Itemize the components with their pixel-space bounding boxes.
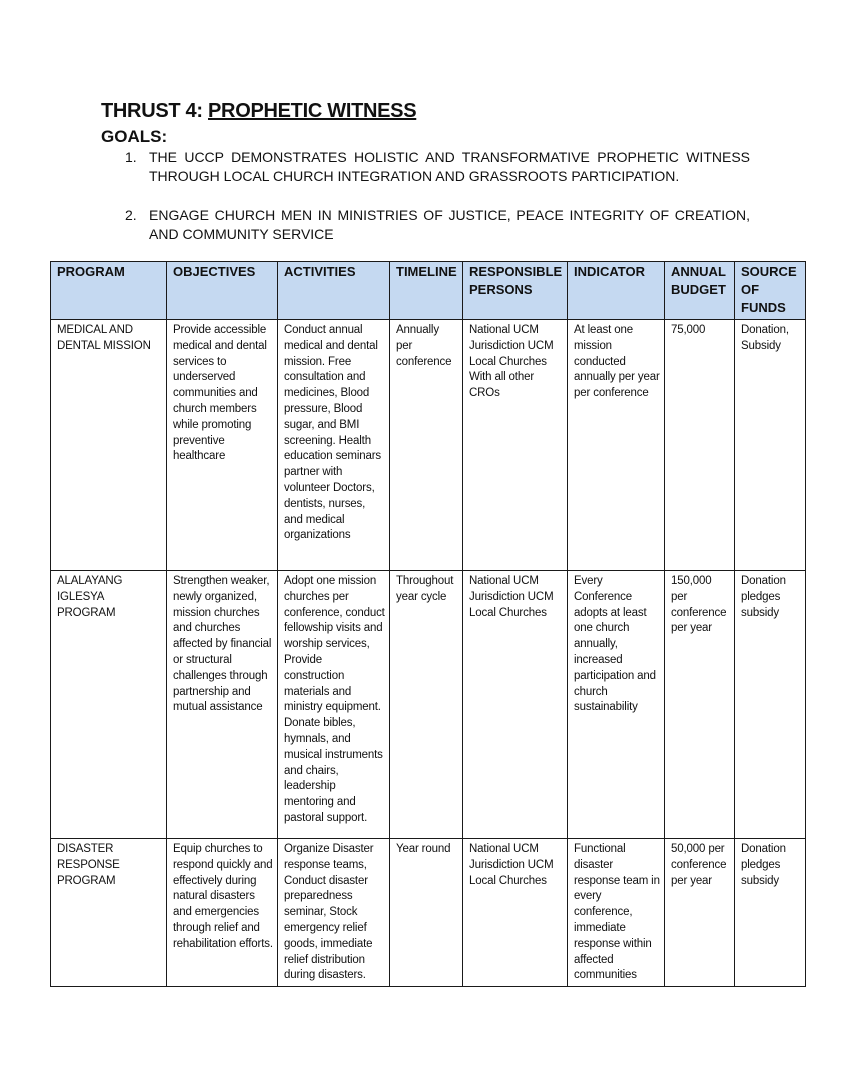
cell-indicator: Every Conference adopts at least one church annually, increased participation and church sustainability [568, 571, 665, 839]
table-row [51, 571, 806, 839]
cell-activities: Conduct annual medical and dental mission. Free consultation and medicines, Blood pressure, Blood sugar, and BMI screening. Health education seminars partner with volunteer Doctors, dentists, nurses, and medical organizations [278, 320, 390, 571]
cell-indicator: Functional disaster response team in every conference, immediate response within affected communities [568, 839, 665, 987]
cell-timeline: Year round [390, 839, 463, 987]
cell-program: MEDICAL AND DENTAL MISSION [51, 320, 167, 571]
goal-text: ENGAGE CHURCH MEN IN MINISTRIES OF JUSTICE, PEACE INTEGRITY OF CREATION, AND COMMUNITY SERVICE [149, 207, 750, 242]
cell-source: Donation, Subsidy [735, 320, 806, 571]
cell-activities: Adopt one mission churches per conference, conduct fellowship visits and worship services, Provide construction materials and ministry equipment. Donate bibles, hymnals, and musical instruments and chairs, leadership mentoring and pastoral support. [278, 571, 390, 839]
heading-title: PROPHETIC WITNESS [208, 100, 417, 122]
cell-source: Donation pledges subsidy [735, 839, 806, 987]
col-header-timeline: TIMELINE [390, 262, 463, 320]
cell-program: DISASTER RESPONSE PROGRAM [51, 839, 167, 987]
goal-item [125, 148, 750, 186]
col-header-objectives: OBJECTIVES [167, 262, 278, 320]
goal-number: 2. [125, 207, 137, 223]
cell-timeline: Throughout year cycle [390, 571, 463, 839]
table-row [51, 839, 806, 987]
table-row [51, 320, 806, 571]
goal-text: THE UCCP DEMONSTRATES HOLISTIC AND TRANSFORMATIVE PROPHETIC WITNESS THROUGH LOCAL CHURCH INTEGRATION AND GRASSROOTS PARTICIPATION. [149, 149, 750, 184]
cell-responsible: National UCM Jurisdiction UCM Local Churches With all other CROs [463, 320, 568, 571]
col-header-responsible: RESPONSIBLE PERSONS [463, 262, 568, 320]
table-header-row [51, 262, 806, 320]
cell-responsible: National UCM Jurisdiction UCM Local Churches [463, 839, 568, 987]
goal-item [125, 206, 750, 244]
cell-objectives: Provide accessible medical and dental services to underserved communities and church members while promoting preventive healthcare [167, 320, 278, 571]
col-header-budget: ANNUAL BUDGET [665, 262, 735, 320]
heading-prefix: THRUST 4: [101, 100, 209, 122]
goal-number: 1. [125, 149, 137, 165]
cell-budget: 75,000 [665, 320, 735, 571]
program-table [50, 261, 806, 987]
goals-label: GOALS: [101, 127, 168, 146]
page-heading [101, 100, 416, 123]
cell-objectives: Equip churches to respond quickly and effectively during natural disasters and emergencies through relief and rehabilitation efforts. [167, 839, 278, 987]
cell-timeline: Annually per conference [390, 320, 463, 571]
cell-source: Donation pledges subsidy [735, 571, 806, 839]
cell-indicator: At least one mission conducted annually per year per conference [568, 320, 665, 571]
col-header-activities: ACTIVITIES [278, 262, 390, 320]
col-header-program: PROGRAM [51, 262, 167, 320]
cell-budget: 50,000 per conference per year [665, 839, 735, 987]
col-header-indicator: INDICATOR [568, 262, 665, 320]
cell-budget: 150,000 per conference per year [665, 571, 735, 839]
cell-responsible: National UCM Jurisdiction UCM Local Churches [463, 571, 568, 839]
cell-activities: Organize Disaster response teams, Conduct disaster preparedness seminar, Stock emergency relief goods, immediate relief distribution during disasters. [278, 839, 390, 987]
cell-objectives: Strengthen weaker, newly organized, mission churches and churches affected by financial or structural challenges through partnership and mutual assistance [167, 571, 278, 839]
col-header-source: SOURCE OF FUNDS [735, 262, 806, 320]
cell-program: ALALAYANG IGLESYA PROGRAM [51, 571, 167, 839]
